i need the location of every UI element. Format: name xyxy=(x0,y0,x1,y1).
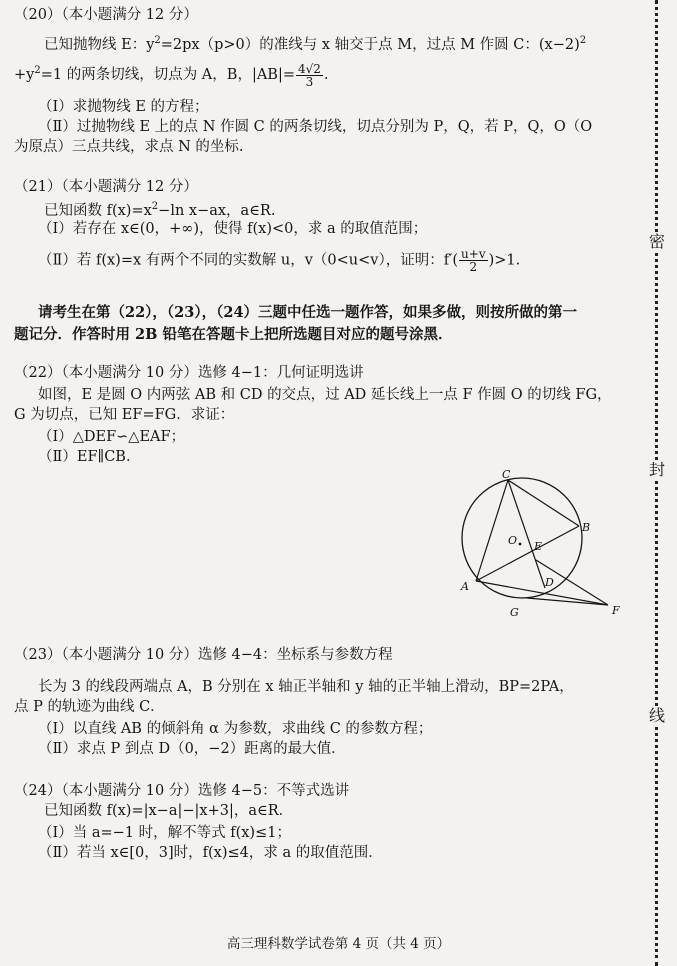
chord-ab xyxy=(476,526,579,581)
p24-header: （24）（本小题满分 10 分）选修 4−5：不等式选讲 xyxy=(14,783,350,799)
p20-line2: $+y^2=1$ 的两条切线，切点为 A，B，|AB|= $\frac{4√2}{3}$ . xyxy=(14,61,329,89)
p23-header: （23）（本小题满分 10 分）选修 4−4：坐标系与参数方程 xyxy=(14,647,393,663)
label-d: D xyxy=(545,576,554,589)
p23-q2: （Ⅱ）求点 P 到点 D（0，−2）距离的最大值． xyxy=(38,741,346,757)
p22-q1: （Ⅰ）△DEF∽△EAF； xyxy=(38,429,186,445)
p20-q2b: 为原点）三点共线，求点 N 的坐标. xyxy=(14,139,244,155)
p20-q1: （Ⅰ）求抛物线 E 的方程； xyxy=(38,99,209,115)
seal-char-feng: 封 xyxy=(648,460,665,479)
label-g: G xyxy=(510,606,519,619)
p21-q2: （Ⅱ）若 f(x)=x 有两个不同的实数解 u，v（0<u<v），证明：f′( $\frac{u+v}{2}$ )>1. xyxy=(38,247,521,274)
label-a: A xyxy=(461,580,469,593)
label-o: O xyxy=(508,534,518,547)
p24-q1: （Ⅰ）当 a=−1 时，解不等式 f(x)≤1； xyxy=(38,825,291,841)
p21-fraction: $\frac{u+v}{2}$ xyxy=(461,247,486,274)
p21-header: （21）（本小题满分 12 分） xyxy=(14,179,198,195)
label-c: C xyxy=(502,468,511,481)
seal-char-xian: 线 xyxy=(648,706,665,725)
label-e: E xyxy=(534,540,543,553)
instruction-line1: 请考生在第（22），（23），（24）三题中任选一题作答，如果多做，则按所做的第一 xyxy=(38,304,578,321)
label-b: B xyxy=(582,521,591,534)
seal-char-mi: 密 xyxy=(648,232,665,251)
p23-line1: 长为 3 的线段两端点 A，B 分别在 x 轴正半轴和 y 轴的正半轴上滑动，BP=2PA， xyxy=(38,679,574,695)
p23-line2: 点 P 的轨迹为曲线 C． xyxy=(14,699,165,715)
p24-line1: 已知函数 f(x)=|x−a|−|x+3|，a∈R． xyxy=(44,803,294,819)
p24-q2: （Ⅱ）若当 x∈[0，3]时，f(x)≤4，求 a 的取值范围． xyxy=(38,845,383,861)
seal-dotted-line xyxy=(655,0,658,966)
p20-line1: 已知抛物线 E：$y^2=2px(p>0)$的准线与 x 轴交于点 M，过点 M 作圆 C：$(x-2)^2$ xyxy=(44,35,587,53)
p22-q2: （Ⅱ）EF∥CB． xyxy=(38,449,141,465)
p20-fraction: $\frac{4√2}{3}$ xyxy=(298,61,321,89)
chord-cb xyxy=(508,480,579,526)
p22-line2: G 为切点，已知 EF=FG．求证： xyxy=(14,407,235,423)
instruction-line2: 题记分．作答时用 2B 铅笔在答题卡上把所选题目对应的题号涂黑． xyxy=(14,326,453,343)
tangent-fg xyxy=(527,598,608,605)
p22-line1: 如图，E 是圆 O 内两弦 AB 和 CD 的交点，过 AD 延长线上一点 F 作圆 O 的切线 FG， xyxy=(38,387,612,403)
point-o xyxy=(519,543,522,546)
p21-q1: （Ⅰ）若存在 x∈(0，+∞)，使得 f(x)<0，求 a 的取值范围； xyxy=(38,221,428,237)
circle-o xyxy=(462,478,582,598)
p21-line1: 已知函数 $f(x)=x^2-\ln$ x−ax，a∈R. xyxy=(44,201,276,219)
page-footer: 高三理科数学试卷第 4 页（共 4 页） xyxy=(226,936,451,952)
p20-q2a: （Ⅱ）过抛物线 E 上的点 N 作圆 C 的两条切线，切点分别为 P，Q，若 P，Q，O（O xyxy=(38,119,593,135)
label-f: F xyxy=(612,604,620,617)
p22-header: （22）（本小题满分 10 分）选修 4−1：几何证明选讲 xyxy=(14,365,364,381)
p23-q1: （Ⅰ）以直线 AB 的倾斜角 α 为参数，求曲线 C 的参数方程； xyxy=(38,721,433,737)
geometry-figure xyxy=(452,468,632,620)
p20-header: （20）（本小题满分 12 分） xyxy=(14,7,198,23)
